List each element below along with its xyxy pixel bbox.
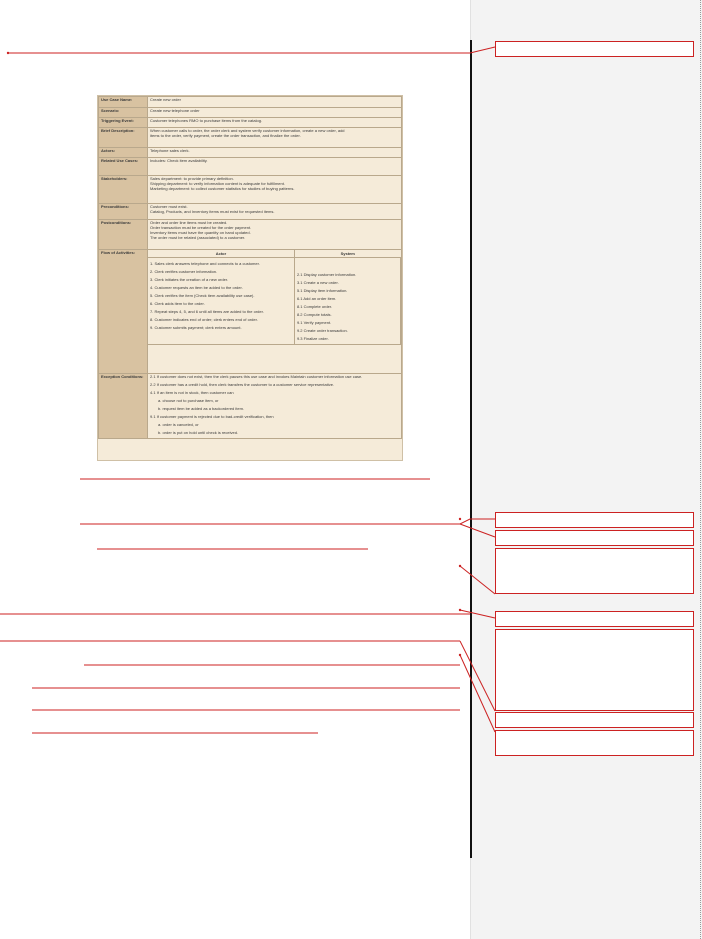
exception-line: b. request item be added as a backordered item. [158,406,245,411]
use-case-row [99,176,402,204]
actor-step: 3. Clerk initiates the creation of a new order. [150,277,229,282]
use-case-table [98,96,402,439]
use-case-row-value [148,97,402,108]
comment-bubble[interactable] [495,41,694,57]
system-step: 9.3 Finalize order. [296,336,329,341]
flow-system-header: System [294,250,400,258]
flow-actor-header: Actor [148,250,294,258]
actor-step: 1. Sales clerk answers telephone and connects to a customer. [150,261,260,266]
use-case-row-label: Use Case Name: [99,97,148,108]
exception-line: 2.2 If customer has a credit hold, then clerk transfers the customer to a customer service representative. [150,382,335,387]
system-step: 3.1 Create a new order. [296,280,339,285]
use-case-row-label: Scenario: [99,108,148,118]
actor-step: 2. Clerk verifies customer information. [150,269,218,274]
use-case-row [99,108,402,118]
comment-bubble[interactable] [495,712,694,728]
actor-step: 4. Customer requests an item be added to the order. [150,285,243,290]
use-case-row-value [148,118,402,128]
system-step: 9.2 Create order transaction. [296,328,348,333]
use-case-text-line: Customer telephones RMO to purchase items from the catalog. [150,118,263,123]
exception-line: 4.1 If an item is not in stock, then customer can [150,390,234,395]
use-case-text-line: Inventory items must have the quantity on hand updated. [150,230,251,235]
comment-bubble[interactable] [495,629,694,711]
exception-line: a. order is canceled, or [158,422,199,427]
use-case-row-label: Preconditions: [99,204,148,220]
exception-line: a. choose not to purchase item, or [158,398,219,403]
use-case-row [99,128,402,148]
use-case-row-label: Postconditions: [99,220,148,250]
flow-of-activities-row [99,250,402,374]
use-case-text-line: Create new telephone order [150,108,200,113]
exception-line: 9.1 If customer payment is rejected due to bad-credit verification, then [150,414,274,419]
actor-step: 8. Customer indicates end of order; clerk enters end of order. [150,317,258,322]
exception-line: b. order is put on hold until check is received. [158,430,239,435]
use-case-text-line: Marketing department: to collect customer statistics for studies of buying patterns. [150,186,295,191]
use-case-text-line: items to the order, verify payment, create the order transaction, and finalize the order. [150,133,301,138]
comment-bubble[interactable] [495,548,694,594]
use-case-row [99,220,402,250]
system-step: 8.2 Compute totals. [296,312,332,317]
comment-bubble[interactable] [495,530,694,546]
use-case-row-label: Flow of Activities: [99,250,148,374]
flow-table [148,250,401,345]
use-case-row-label: Stakeholders: [99,176,148,204]
use-case-row-value [148,128,402,148]
use-case-row-value [148,108,402,118]
use-case-row [99,148,402,158]
use-case-text-line: Includes: Check item availability. [150,158,208,163]
use-case-text-line: Shipping department: to verify information content is adequate for fulfillment. [150,181,285,186]
use-case-row-label: Triggering Event: [99,118,148,128]
actor-step: 9. Customer submits payment; clerk enters amount. [150,325,242,330]
use-case-text-line: Customer must exist. [150,204,188,209]
comment-bubble[interactable] [495,730,694,756]
use-case-text-line: Sales department: to provide primary definition. [150,176,234,181]
use-case-row-value [148,176,402,204]
use-case-row-value [148,158,402,176]
use-case-text-line: Order and order line items must be created. [150,220,228,225]
use-case-row [99,97,402,108]
use-case-text-line: Catalog, Products, and Inventory items must exist for requested items. [150,209,275,214]
use-case-figure [97,95,403,461]
use-case-text-line: Order transaction must be created for the order payment. [150,225,252,230]
use-case-row [99,158,402,176]
use-case-text-line: When customer calls to order, the order clerk and system verify customer information, create a new order, add [150,128,345,133]
exception-conditions-row [99,374,402,439]
use-case-row-label: Brief Description: [99,128,148,148]
use-case-text-line: Create new order [150,97,181,102]
system-step: 8.1 Complete order. [296,304,333,309]
use-case-text-line: The order must be related (associated) to a customer. [150,235,246,240]
comment-bubble[interactable] [495,611,694,627]
system-step: 9.1 Verify payment. [296,320,332,325]
change-bar [470,40,472,858]
exception-line: 2.1 If customer does not exist, then the clerk pauses this use case and invokes Maintain customer information use case. [150,374,363,379]
use-case-row-value [148,220,402,250]
use-case-row-label: Actors: [99,148,148,158]
actor-step: 6. Clerk adds item to the order. [150,301,205,306]
comment-margin-pane [470,0,702,939]
system-step: 2.1 Display customer information. [296,272,357,277]
system-step: 6.1 Add an order item. [296,296,337,301]
use-case-row-value [148,148,402,158]
actor-step: 5. Clerk verifies the item (Check item availability use case). [150,293,255,298]
actor-step: 7. Repeat steps 4, 5, and 6 until all items are added to the order. [150,309,264,314]
use-case-row-label: Related Use Cases: [99,158,148,176]
use-case-row-value [148,204,402,220]
comment-bubble[interactable] [495,512,694,528]
use-case-text-line: Telephone sales clerk. [150,148,190,153]
use-case-row-label: Exception Conditions: [99,374,148,439]
use-case-row [99,204,402,220]
system-step: 5.1 Display item information. [296,288,348,293]
use-case-row [99,118,402,128]
